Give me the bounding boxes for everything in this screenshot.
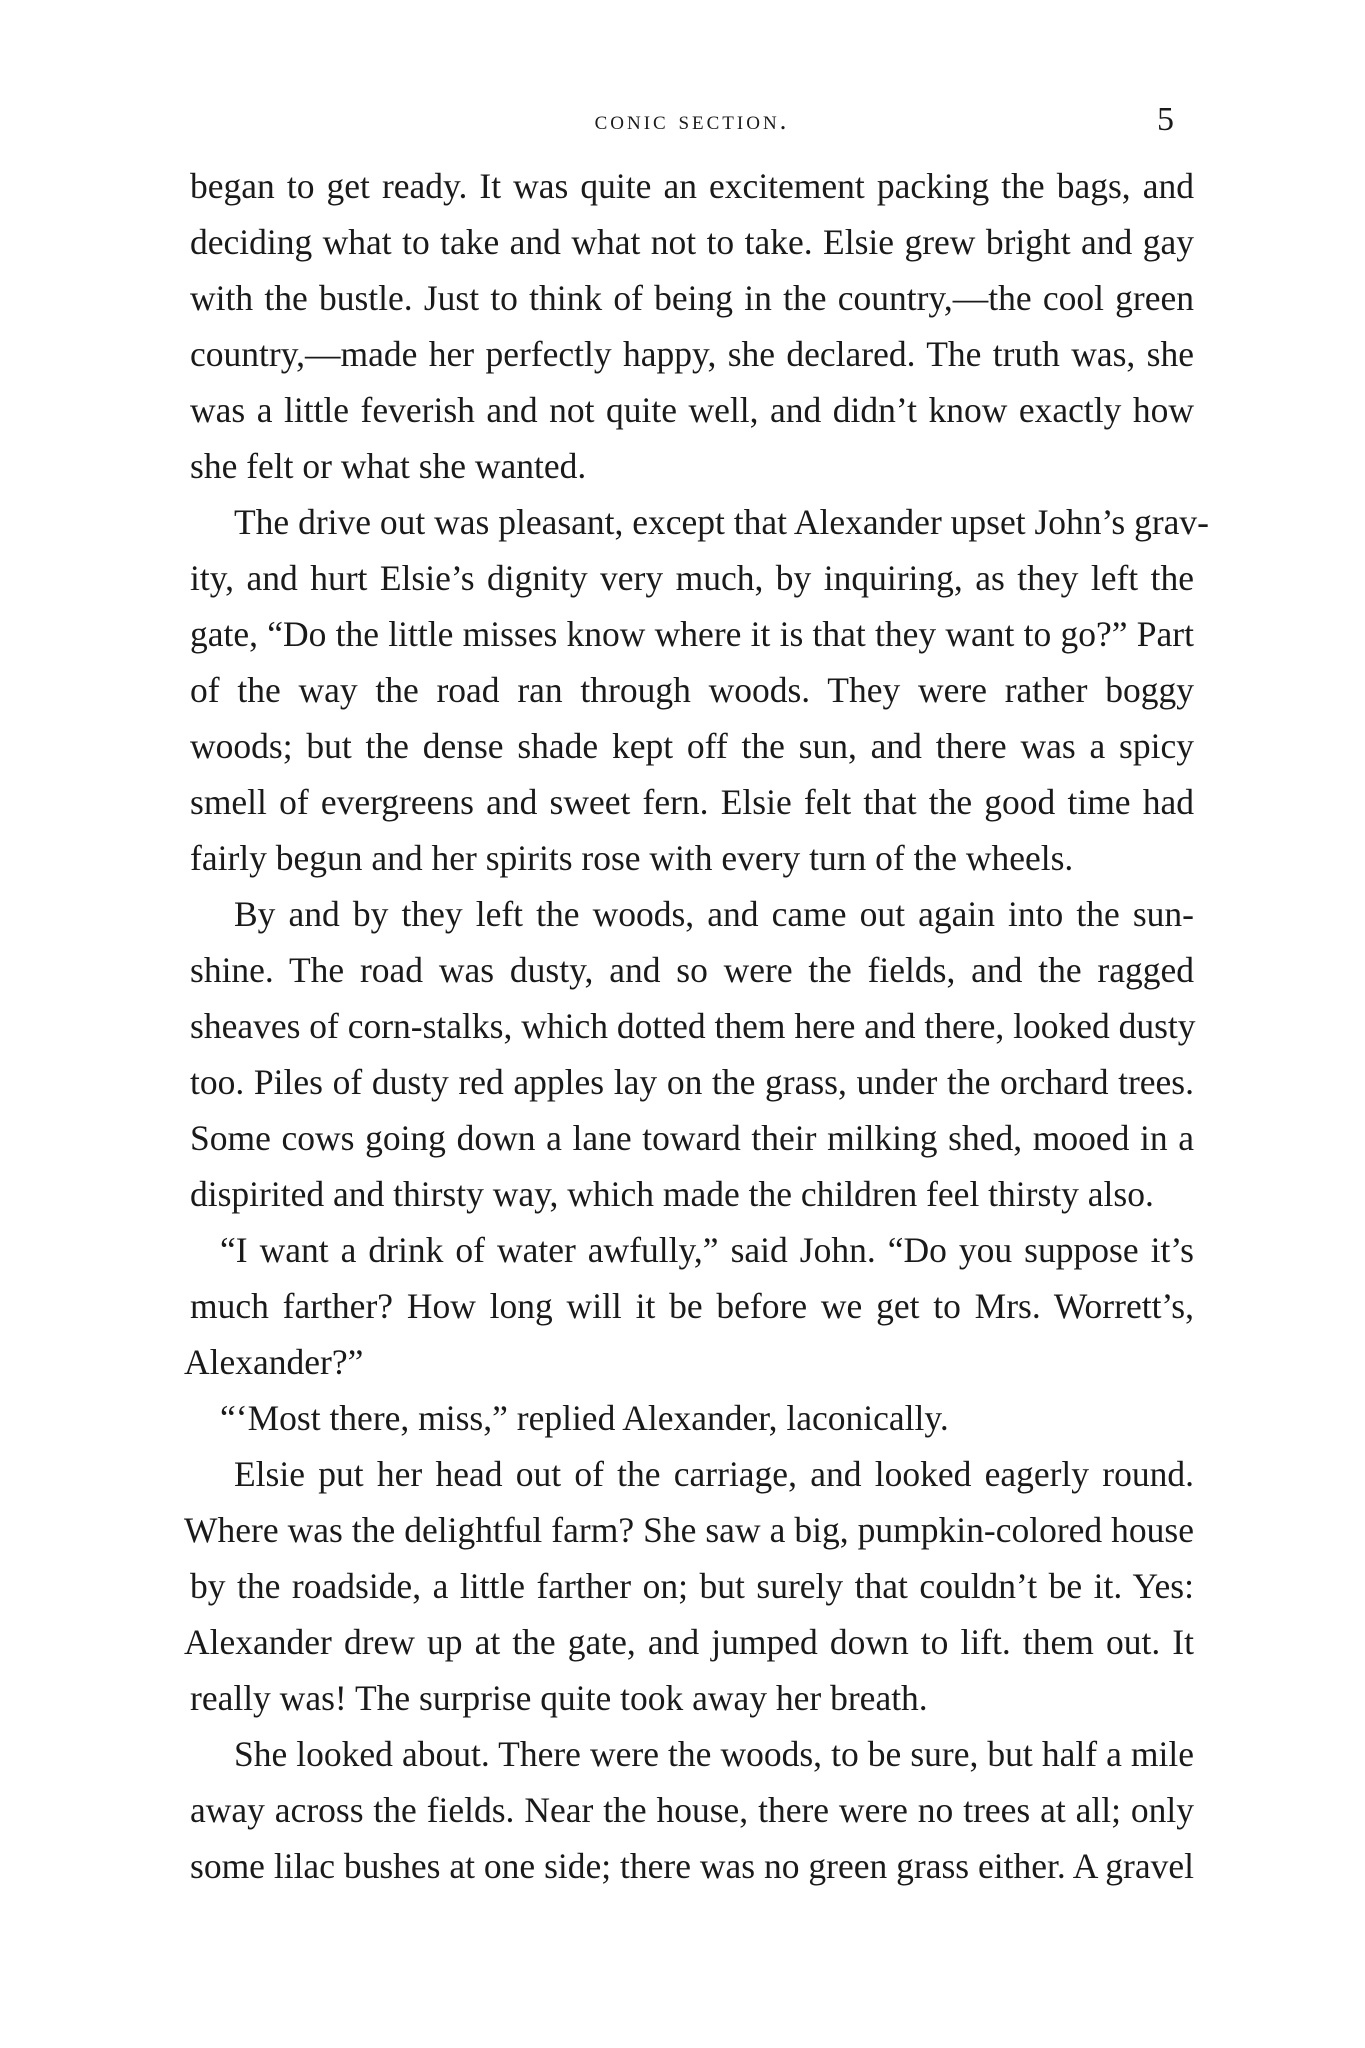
running-head	[192, 100, 1192, 140]
text-line: smell of evergreens and sweet fern. Elsie felt that the good time had	[190, 782, 1194, 822]
text-line: country,—made her perfectly happy, she declared. The truth was, she	[190, 334, 1194, 374]
text-line: Alexander?”	[184, 1342, 364, 1382]
text-line: “‘Most there, miss,” replied Alexander, laconically.	[220, 1398, 949, 1438]
text-line: of the way the road ran through woods. They were rather boggy	[190, 670, 1194, 710]
text-line: too. Piles of dusty red apples lay on the grass, under the orchard trees.	[190, 1062, 1194, 1102]
text-line: some lilac bushes at one side; there was no green grass either. A gravel	[190, 1846, 1194, 1886]
text-line: “I want a drink of water awfully,” said John. “Do you suppose it’s	[220, 1230, 1194, 1270]
text-line: ity, and hurt Elsie’s dignity very much, by inquiring, as they left the	[190, 558, 1194, 598]
text-line: really was! The surprise quite took away her breath.	[190, 1678, 928, 1718]
text-line: woods; but the dense shade kept off the sun, and there was a spicy	[190, 726, 1194, 766]
text-line: dispirited and thirsty way, which made the children feel thirsty also.	[190, 1174, 1154, 1214]
text-line: gate, “Do the little misses know where it is that they want to go?” Part	[190, 614, 1194, 654]
text-line: She looked about. There were the woods, to be sure, but half a mile	[234, 1734, 1194, 1774]
running-title: conic section.	[594, 105, 790, 135]
text-line: fairly begun and her spirits rose with every turn of the wheels.	[190, 838, 1074, 878]
text-line: By and by they left the woods, and came out again into the sun-	[234, 894, 1194, 934]
text-line: Alexander drew up at the gate, and jumped down to lift. them out. It	[184, 1622, 1194, 1662]
text-line: Some cows going down a lane toward their milking shed, mooed in a	[190, 1118, 1194, 1158]
text-line: The drive out was pleasant, except that Alexander upset John’s grav-	[234, 502, 1209, 542]
page-number: 5	[1157, 101, 1174, 138]
text-line: shine. The road was dusty, and so were the fields, and the ragged	[190, 950, 1194, 990]
body-text	[184, 158, 1209, 1894]
text-line: she felt or what she wanted.	[190, 446, 587, 486]
text-line: sheaves of corn-stalks, which dotted them here and there, looked dusty	[190, 1006, 1196, 1046]
text-line: away across the fields. Near the house, there were no trees at all; only	[190, 1790, 1194, 1830]
text-line: Where was the delightful farm? She saw a big, pumpkin-colored house	[184, 1510, 1194, 1550]
text-line: began to get ready. It was quite an excitement packing the bags, and	[190, 166, 1194, 206]
text-line: with the bustle. Just to think of being in the country,—the cool green	[190, 278, 1194, 318]
text-line: Elsie put her head out of the carriage, and looked eagerly round.	[234, 1454, 1194, 1494]
text-line: by the roadside, a little farther on; but surely that couldn’t be it. Yes:	[190, 1566, 1194, 1606]
text-line: much farther? How long will it be before we get to Mrs. Worrett’s,	[190, 1286, 1194, 1326]
text-line: deciding what to take and what not to take. Elsie grew bright and gay	[190, 222, 1194, 262]
text-line: was a little feverish and not quite well, and didn’t know exactly how	[190, 390, 1194, 430]
